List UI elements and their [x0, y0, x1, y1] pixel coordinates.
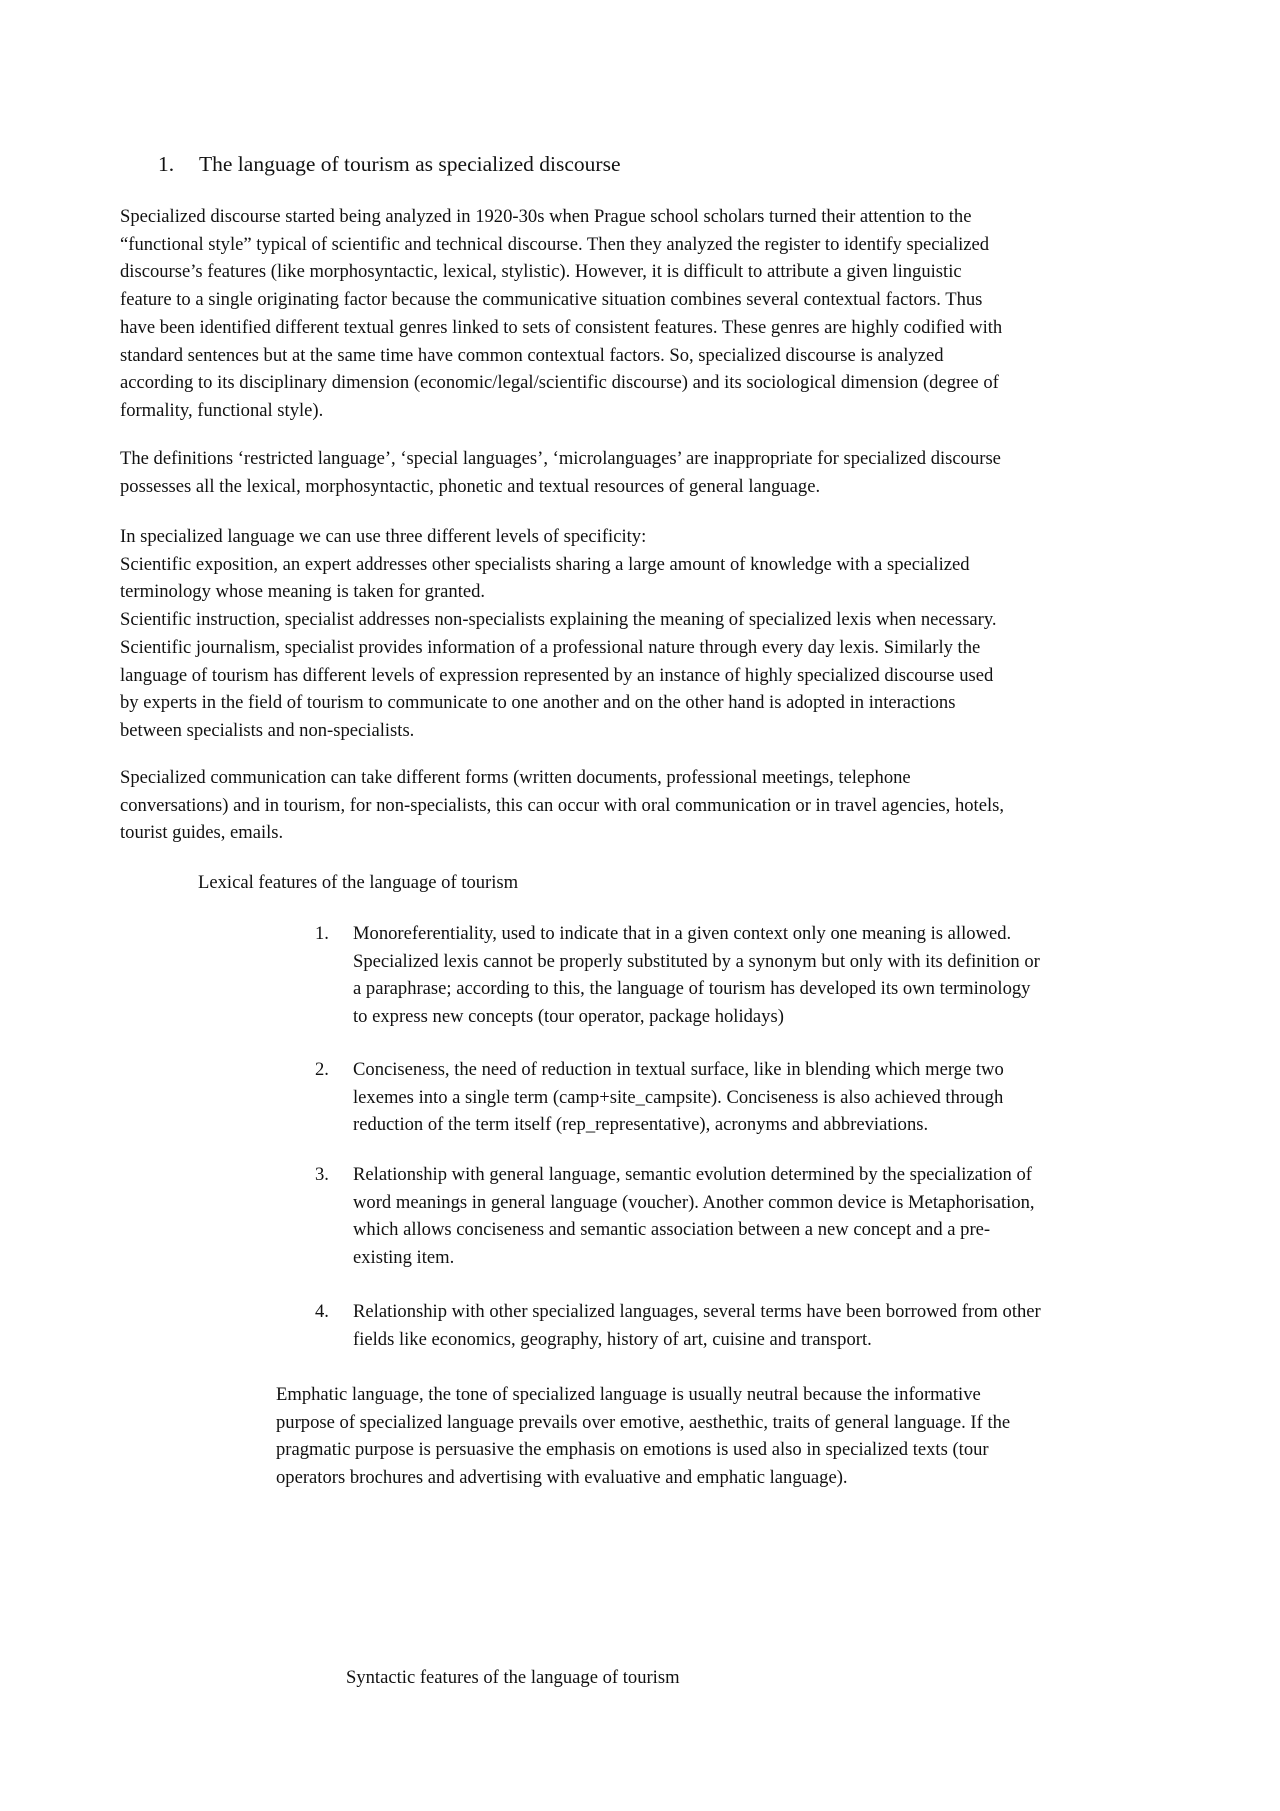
text-line: word meanings in general language (voucher). Another common device is Metaphorisation, [353, 1191, 1035, 1213]
text-line: language of tourism has different levels of expression represented by an instance of highly specialized discourse used [120, 664, 994, 686]
text-line: standard sentences but at the same time have common contextual factors. So, specialized discourse is analyzed [120, 344, 944, 366]
text-line: Scientific exposition, an expert addresses other specialists sharing a large amount of knowledge with a specialized [120, 553, 970, 575]
text-line: formality, functional style). [120, 399, 324, 421]
text-line: existing item. [353, 1247, 455, 1269]
text-line: by experts in the field of tourism to communicate to one another and on the other hand is adopted in interactions [120, 692, 956, 714]
text-line: Emphatic language, the tone of specialized language is usually neutral because the informative [276, 1384, 981, 1405]
paragraph-specialized-discourse [120, 203, 1160, 425]
text-line: Specialized discourse started being analyzed in 1920-30s when Prague school scholars turned their attention to the [120, 206, 972, 227]
text-line: possesses all the lexical, morphosyntactic, phonetic and textual resources of general language. [120, 475, 821, 497]
text-line: reduction of the term itself (rep_representative), acronyms and abbreviations. [353, 1114, 929, 1136]
paragraph-emphatic-language [276, 1381, 1010, 1492]
text-line: have been identified different textual genres linked to sets of consistent features. These genres are highly codified with [120, 316, 1003, 338]
paragraph-levels-of-specificity [120, 523, 1160, 745]
text-line: Monoreferentiality, used to indicate that in a given context only one meaning is allowed. [353, 923, 1012, 944]
text-line: operators brochures and advertising with evaluative and emphatic language). [276, 1467, 848, 1489]
text-line: terminology whose meaning is taken for granted. [120, 581, 486, 603]
list-item-text [353, 920, 1040, 1031]
text-line: fields like economics, geography, history of art, cuisine and transport. [353, 1328, 872, 1350]
list-item-text [353, 1056, 1004, 1139]
text-line: feature to a single originating factor because the communicative situation combines several contextual factors. Thus [120, 289, 983, 311]
text-line: Specialized communication can take different forms (written documents, professional meetings, telephone [120, 767, 911, 788]
list-number: 3. [315, 1164, 329, 1185]
text-line: conversations) and in tourism, for non-specialists, this can occur with oral communication or in travel agencies, hotels, [120, 794, 1005, 816]
text-line: The definitions ‘restricted language’, ‘special languages’, ‘microlanguages’ are inappropriate for specialized discourse [120, 448, 1001, 469]
text-line: discourse’s features (like morphosyntactic, lexical, stylistic). However, it is difficult to attribute a given linguistic [120, 261, 962, 283]
text-line: Scientific journalism, specialist provides information of a professional nature through every day lexis. Similarly the [120, 636, 981, 658]
paragraph-definitions [120, 445, 1160, 500]
list-number: 1. [315, 923, 329, 944]
lexical-features-heading: Lexical features of the language of tourism [198, 872, 519, 893]
list-number: 2. [315, 1059, 329, 1080]
section-number: 1. [158, 152, 175, 176]
section-title: The language of tourism as specialized discourse [199, 152, 621, 176]
text-line: lexemes into a single term (camp+site_campsite). Conciseness is also achieved through [353, 1086, 1004, 1108]
text-line: which allows conciseness and semantic association between a new concept and a pre- [353, 1219, 991, 1241]
list-item-text [353, 1298, 1041, 1353]
text-line: In specialized language we can use three different levels of specificity: [120, 526, 647, 547]
text-line: Relationship with other specialized languages, several terms have been borrowed from other [353, 1301, 1041, 1322]
text-line: tourist guides, emails. [120, 822, 284, 844]
text-line: Relationship with general language, semantic evolution determined by the specialization of [353, 1164, 1032, 1185]
text-line: purpose of specialized language prevails over emotive, aesthethic, traits of general language. If the [276, 1411, 1011, 1433]
text-line: to express new concepts (tour operator, package holidays) [353, 1006, 784, 1028]
syntactic-features-heading: Syntactic features of the language of tourism [346, 1667, 680, 1688]
text-line: between specialists and non-specialists. [120, 719, 415, 741]
text-line: a paraphrase; according to this, the language of tourism has developed its own terminology [353, 978, 1031, 1000]
text-line: according to its disciplinary dimension (economic/legal/scientific discourse) and its sociological dimension (degree of [120, 372, 999, 394]
text-line: Scientific instruction, specialist addresses non-specialists explaining the meaning of specialized lexis when necessary. [120, 609, 997, 631]
paragraph-specialized-communication [120, 764, 1160, 847]
text-line: “functional style” typical of scientific and technical discourse. Then they analyzed the register to identify specialized [120, 233, 990, 255]
text-line: Specialized lexis cannot be properly substituted by a synonym but only with its definition or [353, 950, 1040, 972]
list-item-text [353, 1161, 1035, 1272]
text-line: pragmatic purpose is persuasive the emphasis on emotions is used also in specialized texts (tour [276, 1439, 989, 1461]
text-line: Conciseness, the need of reduction in textual surface, like in blending which merge two [353, 1059, 1004, 1080]
list-number: 4. [315, 1301, 329, 1322]
